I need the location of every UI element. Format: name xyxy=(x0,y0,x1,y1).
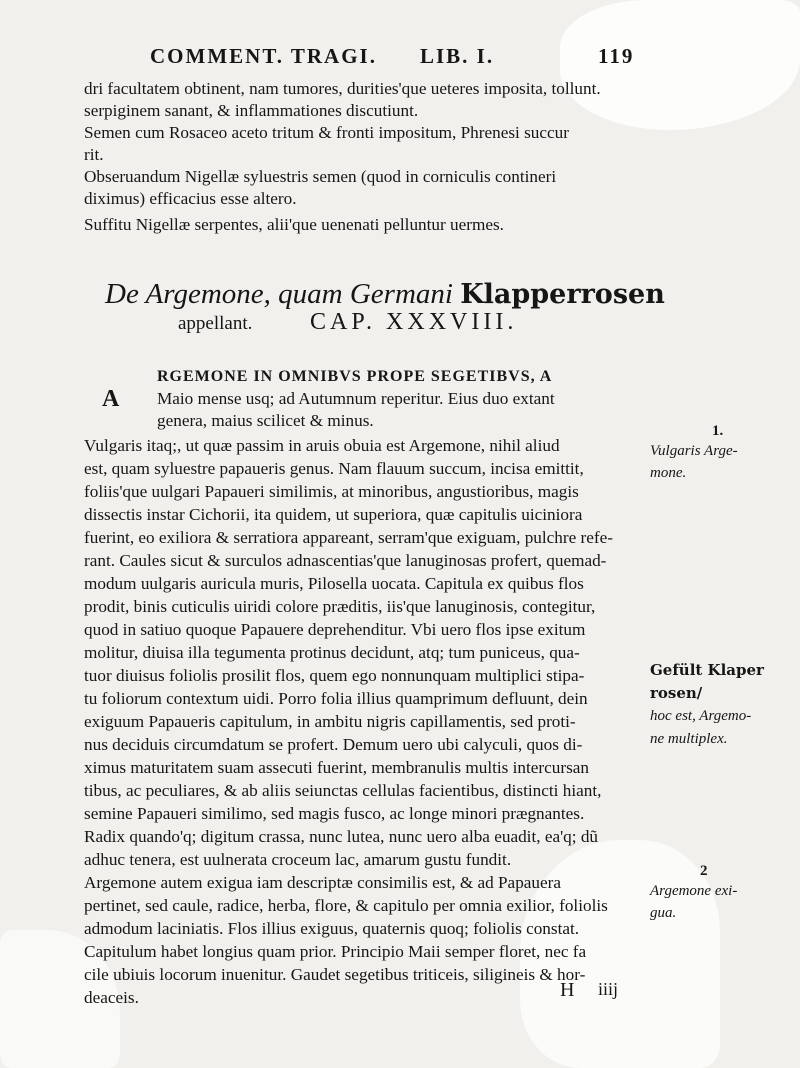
chapter-number: CAP. XXXVIII. xyxy=(310,309,518,335)
opening-line: genera, maius scilicet & minus. xyxy=(157,411,374,430)
opening-line: RGEMONE IN OMNIBVS PROPE SEGETIBVS, A xyxy=(157,368,553,385)
opening-line: Maio mense usq; ad Autumnum reperitur. Eius duo extant xyxy=(157,389,555,408)
text-line: quod in satiuo quoque Papauere deprehenditur. Vbi uero flos ipse exitum xyxy=(84,620,586,639)
text-line: adhuc tenera, est uulnerata croceum lac, amarum gustu fundit. xyxy=(84,850,512,869)
drop-initial: A xyxy=(102,386,120,412)
text-line: molitur, diuisa illa tegumenta protinus decidunt, atq; tum puniceus, qua- xyxy=(84,643,580,662)
text-line: Semen cum Rosaceo aceto tritum & fronti impositum, Phrenesi succur xyxy=(84,123,569,142)
text-line: Obseruandum Nigellæ syluestris semen (quod in corniculis contineri xyxy=(84,167,557,186)
margin-note: mone. xyxy=(650,465,687,481)
running-header xyxy=(150,44,650,70)
chapter-title xyxy=(105,278,665,311)
margin-note: Vulgaris Arge- xyxy=(650,443,738,459)
text-line: tibus, ac peculiares, & ab aliis seiunctas cellulas facientibus, distincti hiant, xyxy=(84,781,602,800)
text-line: deaceis. xyxy=(84,988,139,1007)
text-line: pertinet, sed caule, radice, herba, flore, & capitulo per omnia exilior, foliolis xyxy=(84,896,608,915)
text-line: nus deciduis circumdatum se profert. Demum uero ubi calyculi, quos di- xyxy=(84,735,583,754)
text-line: dri facultatem obtinent, nam tumores, durities'que ueteres imposita, tollunt. xyxy=(84,79,601,98)
text-line: prodit, binis cuticulis uiridi colore præditis, iis'que lanuginosis, contegitur, xyxy=(84,597,596,616)
text-line: dissectis instar Cichorii, ita quidem, ut superiora, quæ capitulis uiciniora xyxy=(84,505,583,524)
text-line: rant. Caules sicut & surculos adnascentias'que lanuginosas profert, quemad- xyxy=(84,551,607,570)
margin-note: ne multiplex. xyxy=(650,731,728,747)
text-line: modum uulgaris auricula muris, Pilosella uocata. Capitula ex quibus flos xyxy=(84,574,584,593)
text-line: Argemone autem exigua iam descriptæ consimilis est, & ad Papauera xyxy=(84,873,561,892)
signature-number: iiij xyxy=(598,979,619,999)
text-line: rit. xyxy=(84,145,104,164)
text-line: admodum laciniatis. Flos illius exiguus, quaternis quoq; foliolis constat. xyxy=(84,919,580,938)
text-line: Capitulum habet longius quam prior. Principio Maii semper floret, nec fa xyxy=(84,942,587,961)
margin-note: rosen/ xyxy=(650,684,703,702)
text-line: tuor diuisus foliolis prosilit flos, quem ego nonnunquam multiplici stipa- xyxy=(84,666,585,685)
text-line: foliis'que uulgari Papaueri similimis, at minoribus, angustioribus, magis xyxy=(84,482,579,501)
header-book: LIB. I. xyxy=(420,44,495,68)
page-number: 119 xyxy=(598,44,635,68)
chapter-title-italic: De Argemone, quam Germani xyxy=(105,278,453,310)
margin-note-number: 1. xyxy=(712,423,724,439)
text-line: Suffitu Nigellæ serpentes, alii'que uenenati pelluntur uermes. xyxy=(84,215,504,234)
signature-letter: H xyxy=(560,979,575,1001)
text-line: fuerint, eo exiliora & serratiora appareant, serram'que exiguam, pulchre refe- xyxy=(84,528,613,547)
text-line: Vulgaris itaq;, ut quæ passim in aruis obuia est Argemone, nihil aliud xyxy=(84,436,560,455)
text-line: tu foliorum contextum uidi. Porro folia illius quamprimum defluunt, dein xyxy=(84,689,588,708)
margin-note: Argemone exi- xyxy=(650,883,738,899)
text-line: semine Papaueri similimo, sed magis fusco, ac longe minori prægnantes. xyxy=(84,804,585,823)
text-line: cile ubiuis locorum inuenitur. Gaudet segetibus triticeis, siligineis & hor- xyxy=(84,965,586,984)
margin-note: Gefült Klaper xyxy=(650,661,764,679)
header-title: COMMENT. TRAGI. xyxy=(150,44,377,68)
margin-note: hoc est, Argemo- xyxy=(650,708,752,724)
text-line: serpiginem sanant, & inflammationes discutiunt. xyxy=(84,101,419,120)
text-line: diximus) efficacius esse altero. xyxy=(84,189,297,208)
text-line: Radix quando'q; digitum crassa, nunc lutea, nunc uero alba euadit, ea'q; dũ xyxy=(84,827,599,846)
margin-note-number: 2 xyxy=(700,863,708,879)
chapter-title-fraktur: Klapperrosen xyxy=(460,279,665,310)
margin-note: gua. xyxy=(650,905,677,921)
text-line: est, quam syluestre papaueris genus. Nam flauum succum, incisa emittit, xyxy=(84,459,584,478)
text-line: exiguum Papaueris capitulum, in ambitu nigris capillamentis, sed proti- xyxy=(84,712,576,731)
chapter-subtitle: appellant. xyxy=(178,313,253,334)
text-line: ximus maturitatem suam assecuti fuerint, membranulis multis intercursan xyxy=(84,758,590,777)
